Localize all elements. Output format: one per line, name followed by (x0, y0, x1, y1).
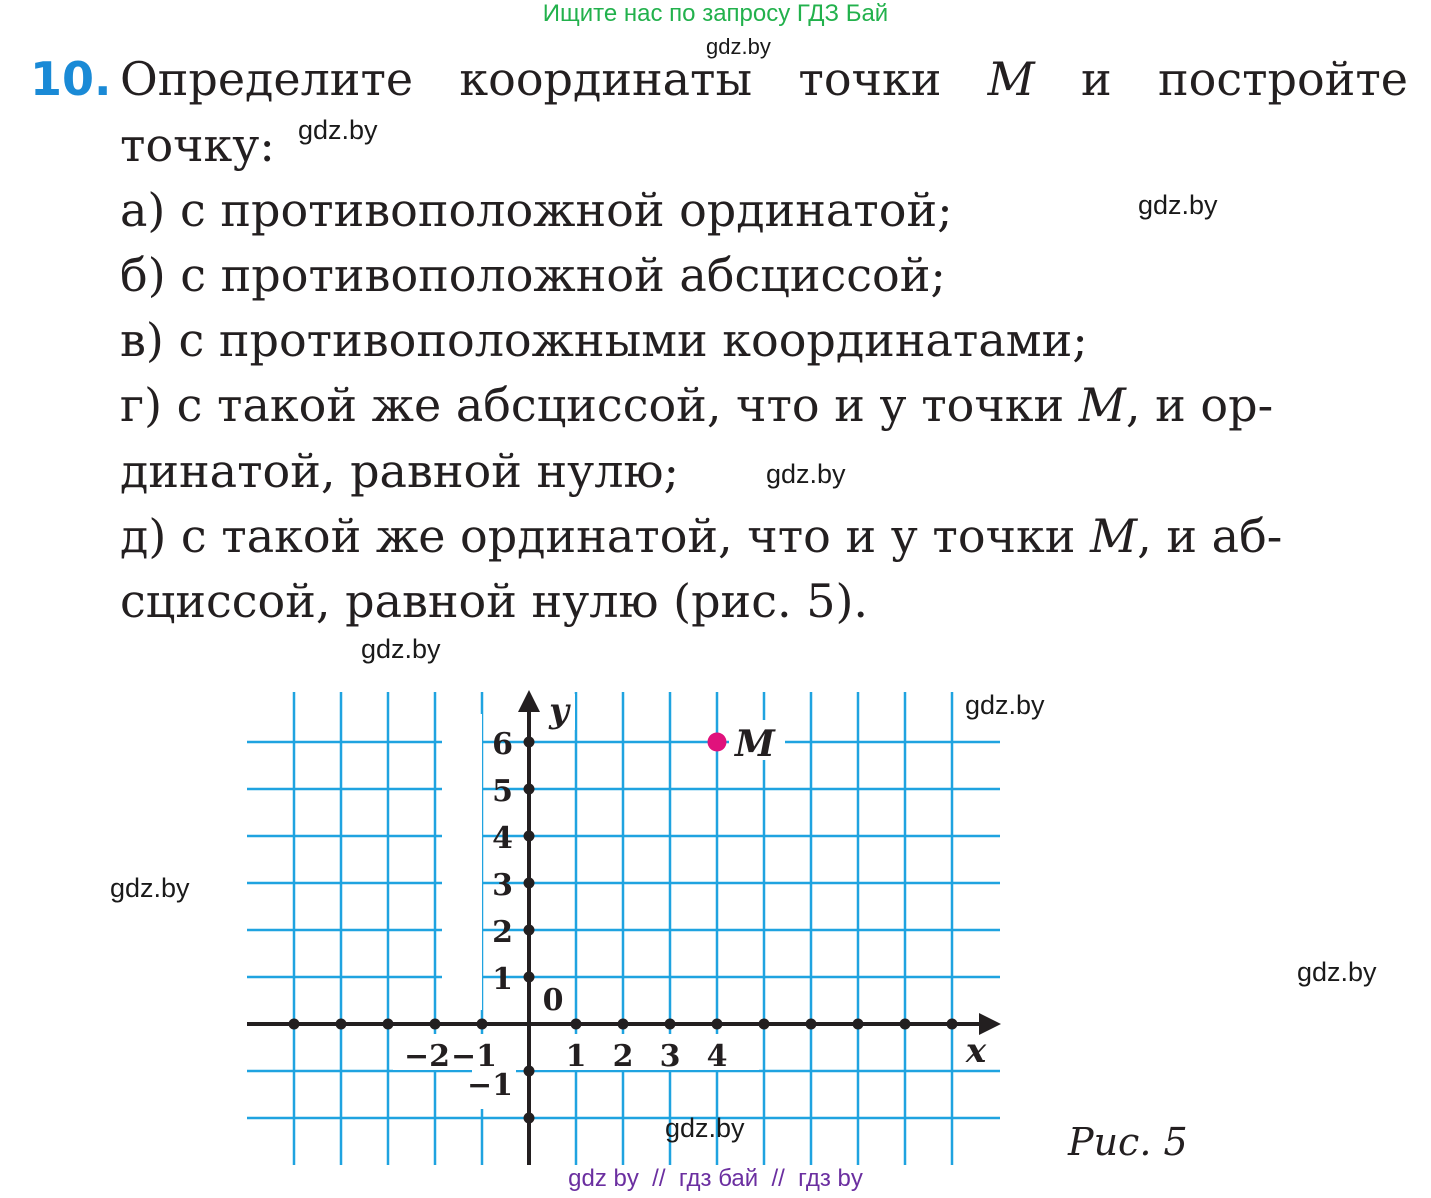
top-banner: Ищите нас по запросу ГДЗ Бай (542, 0, 889, 27)
origin-label: 0 (542, 983, 564, 1018)
x-axis-dot (853, 1019, 864, 1030)
x-axis-dot (477, 1019, 488, 1030)
point-name: M (1090, 509, 1138, 563)
y-axis-dot (524, 784, 535, 795)
x-axis-dot (759, 1019, 770, 1030)
problem-number: 10. (30, 52, 112, 106)
y-tick-label: −1 (466, 1068, 513, 1103)
x-tick-label: 2 (612, 1039, 634, 1074)
item-g-line-2: динатой, равной нулю; (120, 444, 680, 498)
y-axis-dot (524, 972, 535, 983)
x-tick-label: −2 (403, 1039, 451, 1074)
item-d-line-2: сциссой, равной нулю (рис. 5). (120, 574, 869, 628)
item-a: а) с противоположной ординатой; (120, 183, 953, 237)
item-text: , и аб- (1137, 509, 1283, 563)
x-axis-dot (618, 1019, 629, 1030)
point-m-label: M (735, 723, 775, 765)
y-axis-label: y (549, 691, 569, 731)
problem-line-2: точку: (120, 118, 275, 172)
item-text: г) с такой же абсциссой, что и у точки (120, 378, 1065, 432)
point-m (708, 733, 727, 752)
x-axis-dot (383, 1019, 394, 1030)
y-axis-dot (524, 831, 535, 842)
x-tick-label: 1 (565, 1039, 587, 1074)
y-axis-arrow (518, 690, 540, 712)
y-tick-label: 2 (492, 915, 513, 950)
y-axis-dot (524, 737, 535, 748)
watermark: gdz.by (706, 34, 771, 59)
x-axis-dot (947, 1019, 958, 1030)
label-background (442, 714, 482, 1010)
y-tick-label: 3 (492, 868, 513, 903)
item-text: д) с такой же ординатой, что и у точки (120, 509, 1076, 563)
x-axis-dot (900, 1019, 911, 1030)
watermark: gdz.by (1138, 190, 1218, 220)
y-tick-label: 5 (492, 774, 513, 809)
x-axis-dot (336, 1019, 347, 1030)
item-text: , и ор- (1125, 378, 1274, 432)
x-axis-label: x (965, 1031, 987, 1071)
problem-text: и постройте (1081, 52, 1408, 106)
watermark: gdz.by (965, 690, 1045, 720)
item-b: б) с противоположной абсциссой; (120, 248, 946, 302)
watermark: gdz.by (361, 634, 441, 664)
y-tick-label: 6 (492, 727, 513, 762)
figure-caption: Рис. 5 (1068, 1120, 1188, 1164)
x-axis-dot (430, 1019, 441, 1030)
x-axis-dot (806, 1019, 817, 1030)
y-axis-dot (524, 1066, 535, 1077)
y-axis-dot (524, 878, 535, 889)
watermark: gdz.by (1297, 957, 1377, 987)
point-name: M (987, 52, 1035, 106)
y-axis-dot (524, 925, 535, 936)
x-tick-label: 3 (659, 1039, 681, 1074)
watermark: gdz.by (766, 459, 846, 489)
x-tick-label: 4 (706, 1039, 728, 1074)
x-axis-dot (571, 1019, 582, 1030)
x-tick-label: −1 (450, 1039, 498, 1074)
watermark: gdz.by (298, 115, 378, 145)
bottom-banner: gdz by // гдз бай // гдз by (568, 1165, 863, 1192)
y-tick-label: 1 (492, 962, 513, 997)
x-axis-dot (289, 1019, 300, 1030)
problem-text: Определите координаты точки (120, 52, 942, 106)
point-name: M (1078, 378, 1126, 432)
watermark: gdz.by (110, 873, 190, 903)
watermark: gdz.by (665, 1113, 745, 1143)
x-axis-dot (712, 1019, 723, 1030)
item-v: в) с противоположными координатами; (120, 313, 1088, 367)
y-axis-dot (524, 1113, 535, 1124)
x-axis-dot (665, 1019, 676, 1030)
y-tick-label: 4 (492, 821, 513, 856)
